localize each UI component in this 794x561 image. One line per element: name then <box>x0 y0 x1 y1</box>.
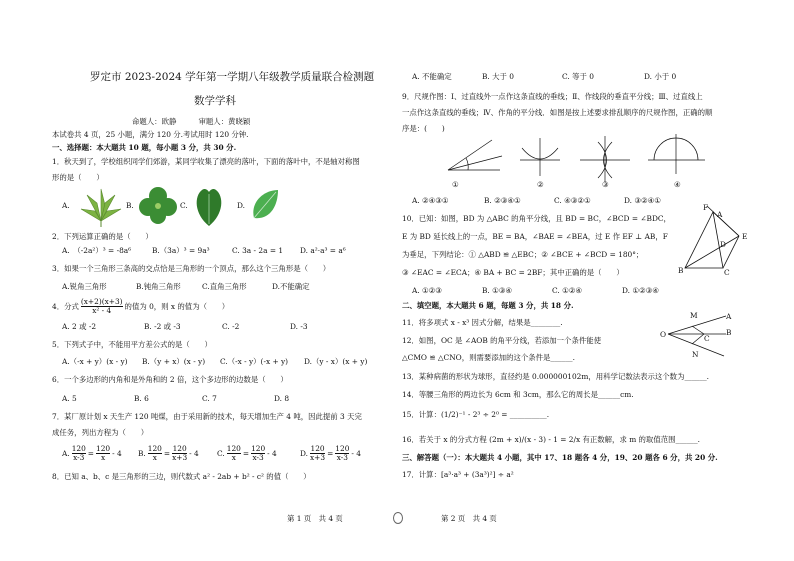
q4-prefix: 4．分式 <box>52 301 79 311</box>
q2-option-a: A. （-2a²）³ = -8a⁶ <box>62 246 132 255</box>
q10-line3: 为垂足，下列结论：① △ABD ≌ △EBC；② ∠BCE + ∠BCD = 180°； <box>402 250 644 259</box>
section-3-heading: 三、解答题（一）：本大题共 4 小题，其中 17、18 题各 4 分，19、20 题各 6 分，共 20 分. <box>402 453 718 462</box>
q4-option-a: A. 2 或 -2 <box>62 322 97 331</box>
q7-line2: 成任务，列出方程为（ ） <box>52 428 149 437</box>
q7-a-num1: 120 <box>71 444 86 453</box>
q11-stem: 11．将多项式 x - x³ 因式分解，结果是________. <box>402 318 563 327</box>
q3-stem: 3．如果一个三角形三条高的交点恰是三角形的一个顶点，那么这个三角形是（ ） <box>52 264 331 273</box>
q9-fig-label-2: ② <box>537 180 544 189</box>
q5-stem: 5．下列式子中，不能用平方差公式的是（ ） <box>52 340 212 349</box>
q12-label-a: A <box>726 312 732 321</box>
q12-label-n: N <box>692 350 699 359</box>
q10-option-d: D. ①②③④ <box>622 286 659 295</box>
q10-label-c: C <box>724 268 730 277</box>
q7-b-num2: 120 <box>172 444 187 453</box>
q8-option-b: B. 大于 0 <box>482 72 514 81</box>
q1-option-a: A. <box>62 201 70 210</box>
q7-option-c: C. $\frac{120}{x}$ = $\frac{120}{x-3}$ - 4 <box>217 444 277 462</box>
exam-title: 罗定市 2023-2024 学年第一学期八年级教学质量联合检测题 <box>90 71 375 83</box>
q6-option-a: A. 5 <box>62 394 77 403</box>
q6-stem: 6．一个多边形的内角和是外角和的 2 倍，这个多边形的边数是（ ） <box>52 375 288 384</box>
q7-a-den1: x-3 <box>73 452 85 462</box>
q10-label-a: A <box>717 210 723 219</box>
q7-b-frac1 <box>148 445 162 462</box>
q7-d-frac2 <box>335 445 349 462</box>
q10-line2: E 为 BD 延长线上的一点，BE = BA，∠BAE = ∠BEA，过 E 作 EF ⊥ AB，F <box>402 232 668 241</box>
q2-option-b: B.（3a）³ = 9a³ <box>152 246 210 255</box>
q1-line1: 1．秋天到了，学校组织同学们郊游，某同学收集了漂亮的落叶，下面的落叶中，不是轴对称图 <box>52 157 360 166</box>
q7-c-frac2 <box>251 445 265 462</box>
q3-option-c: C.直角三角形 <box>202 282 247 291</box>
q7-b-num1: 120 <box>147 444 162 453</box>
q9-option-b: B. ②③④① <box>484 196 521 205</box>
q2-option-d: D. a²·a³ = a⁶ <box>300 246 346 255</box>
q7-d-frac1 <box>310 445 325 462</box>
q8-option-c: C. 等于 0 <box>562 72 594 81</box>
q7-c-num2: 120 <box>251 444 266 453</box>
q9-option-c: C. ④③②① <box>554 196 591 205</box>
q1-line2: 形的是（ ） <box>52 173 104 182</box>
q7-c-den1: x <box>231 452 236 462</box>
q9-line1: 9．尺规作图：Ⅰ、过直线外一点作这条直线的垂线；Ⅱ、作线段的垂直平分线；Ⅲ、过直线上 <box>402 92 703 101</box>
q7-d-num1: 120 <box>310 444 325 453</box>
q7-option-a: A. $\frac{120}{x-3}$ = $\frac{120}{x}$ - 4 <box>62 444 122 462</box>
oval-leaf-icon <box>250 188 280 224</box>
q12-label-c: C <box>704 334 710 343</box>
q1-option-c: C. <box>180 201 188 210</box>
q9-fig-label-3: ③ <box>602 180 609 189</box>
q9-option-d: D. ③②④① <box>624 196 661 205</box>
q7-a-label: A. <box>62 448 70 458</box>
q4-denominator: x² - 4 <box>92 305 112 315</box>
q10-label-e: E <box>742 232 748 241</box>
q10-option-a: A. ①②③ <box>412 286 442 295</box>
q7-a-num2: 120 <box>96 444 111 453</box>
q10-triangle-figure <box>677 200 749 276</box>
q2-stem: 2．下列运算正确的是（ ） <box>52 232 153 241</box>
q6-option-d: D. 8 <box>274 394 290 403</box>
q7-option-d: D. $\frac{120}{x+3}$ = $\frac{120}{x-3}$ - 4 <box>300 444 361 462</box>
q10-option-b: B. ①③④ <box>482 286 513 295</box>
q1-option-d: D. <box>237 201 246 210</box>
q7-line1: 7．某厂原计划 x 天生产 120 吨煤，由于采用新的技术，每天增加生产 4 吨，因此提前 3 天完 <box>52 412 362 421</box>
q7-d-den1: x+3 <box>310 452 326 462</box>
q7-a-den2: x <box>100 452 106 462</box>
q5-option-a: A.（-x + y）(x - y) <box>62 357 128 366</box>
q3-option-b: B.钝角三角形 <box>136 282 181 291</box>
q4-option-c: C. -2 <box>222 322 240 331</box>
q12-line2: △CMO ≌ △CNO，则需要添加的这个条件是______. <box>402 353 575 362</box>
q7-b-den2: x+3 <box>172 452 188 462</box>
q10-option-c: C. ①②④ <box>552 286 582 295</box>
q7-b-label: B. <box>138 448 146 458</box>
q7-b-tail: - 4 <box>189 448 199 458</box>
q4-stem <box>52 298 229 315</box>
subject-title: 数学学科 <box>194 95 236 107</box>
q7-c-num1: 120 <box>226 444 241 453</box>
q7-d-den2: x-3 <box>336 452 348 462</box>
q4-option-b: B. -2 或 -3 <box>144 322 181 331</box>
q5-option-d: D.（y - x）(x + y) <box>304 357 368 366</box>
q3-option-d: D.不能确定 <box>272 282 310 291</box>
q7-option-b: B. $\frac{120}{x}$ = $\frac{120}{x+3}$ - 4 <box>138 444 199 462</box>
section-1-heading: 一、选择题：本大题共 10 题，每小题 3 分，共 30 分. <box>52 143 237 152</box>
q6-option-c: C. 7 <box>202 394 217 403</box>
q3-option-a: A.锐角三角形 <box>62 282 107 291</box>
q16-stem: 16．若关于 x 的分式方程 (2m + x)/(x - 3) - 1 = 2/x 有正数解，求 m 的取值范围______. <box>402 435 701 444</box>
q5-option-b: B.（y + x）(x - y) <box>142 357 206 366</box>
q7-d-num2: 120 <box>335 444 350 453</box>
q7-c-den2: x-3 <box>252 452 264 462</box>
clover-leaf-icon <box>138 186 178 226</box>
q4-option-d: D. -3 <box>290 322 308 331</box>
q4-fraction <box>81 298 123 315</box>
q7-a-frac2 <box>96 445 110 462</box>
q9-line3: 序是：( ) <box>402 124 445 133</box>
q9-option-a: A. ②④③① <box>412 196 449 205</box>
q15-stem: 15．计算：(1/2)⁻¹ - 2³ ÷ 2⁰ = __________. <box>402 410 550 419</box>
q7-a-tail: - 4 <box>112 448 122 458</box>
q9-fig-label-4: ④ <box>674 180 681 189</box>
q1-option-b: B. <box>126 201 134 210</box>
q8-option-d: D. 小于 0 <box>644 72 677 81</box>
q10-label-d: D <box>720 240 726 249</box>
q7-c-tail: - 4 <box>267 448 277 458</box>
q12-label-b: B <box>726 328 732 337</box>
center-binding-mark-icon <box>393 512 403 524</box>
q12-label-m: M <box>690 311 698 320</box>
q8-option-a: A. 不能确定 <box>412 72 452 81</box>
q14-stem: 14．等腰三角形的两边长为 6cm 和 3cm，那么它的周长是______cm. <box>402 390 634 399</box>
maple-leaf-icon <box>77 187 125 227</box>
q6-option-b: B. 6 <box>134 394 149 403</box>
q9-construction-figures <box>440 130 740 190</box>
q7-a-frac1 <box>72 445 86 462</box>
q12-label-o: O <box>660 330 667 339</box>
q7-c-frac1 <box>227 445 241 462</box>
q9-line2: 一点作这条直线的垂线；Ⅳ、作角的平分线．如图是按上述要求排乱顺序的尺规作图，正确的顺 <box>402 108 713 117</box>
section-2-heading: 二、填空题，本大题共 6 题，每题 3 分，共 18 分. <box>402 301 574 310</box>
q7-b-den1: x <box>152 452 157 462</box>
q10-line4: ③ ∠EAC = ∠ECA；④ BA + BC = 2BF；其中正确的是（ ） <box>402 268 624 277</box>
q8-stem: 8．已知 a、b、c 是三角形的三边，则代数式 a² - 2ab + b² - c² 的值（ ） <box>52 472 311 481</box>
q10-label-b: B <box>678 266 684 275</box>
authors: 命题人：欧静 审题人：黄晓颖 <box>132 117 251 126</box>
heart-leaf-icon <box>194 186 224 228</box>
q7-d-tail: - 4 <box>351 448 361 458</box>
q17-stem: 17．计算：[a³·a³ + (3a³)²] ÷ a² <box>402 470 514 479</box>
q10-label-f: F <box>703 203 709 212</box>
intro: 本试卷共 4 页，25 小题，满分 120 分.考试用时 120 分钟. <box>52 130 249 139</box>
footer-page-2: 第 2 页 共 4 页 <box>441 514 497 523</box>
q7-b-frac2 <box>172 445 187 462</box>
q10-line1: 10．已知：如图，BD 为 △ABC 的角平分线，且 BD = BC，∠BCD = ∠BDC， <box>402 214 671 223</box>
q5-option-c: C.（-x - y）(-x + y) <box>220 357 289 366</box>
q7-d-label: D. <box>300 448 309 458</box>
q13-stem: 13．某种病菌的形状为球形，直径约是 0.000000102m，用科学记数法表示这个数为______. <box>402 372 709 381</box>
q4-suffix: 的值为 0，则 x 的值为（ ） <box>124 301 230 311</box>
q7-c-label: C. <box>217 448 225 458</box>
q4-numerator: (x+2)(x+3) <box>80 297 123 306</box>
q2-option-c: C. 3a - 2a = 1 <box>232 246 284 255</box>
q12-line1: 12．如图，OC 是 ∠AOB 的角平分线，若添加一个条件能使 <box>402 336 602 345</box>
q9-fig-label-1: ① <box>452 180 459 189</box>
footer-page-1: 第 1 页 共 4 页 <box>287 514 343 523</box>
